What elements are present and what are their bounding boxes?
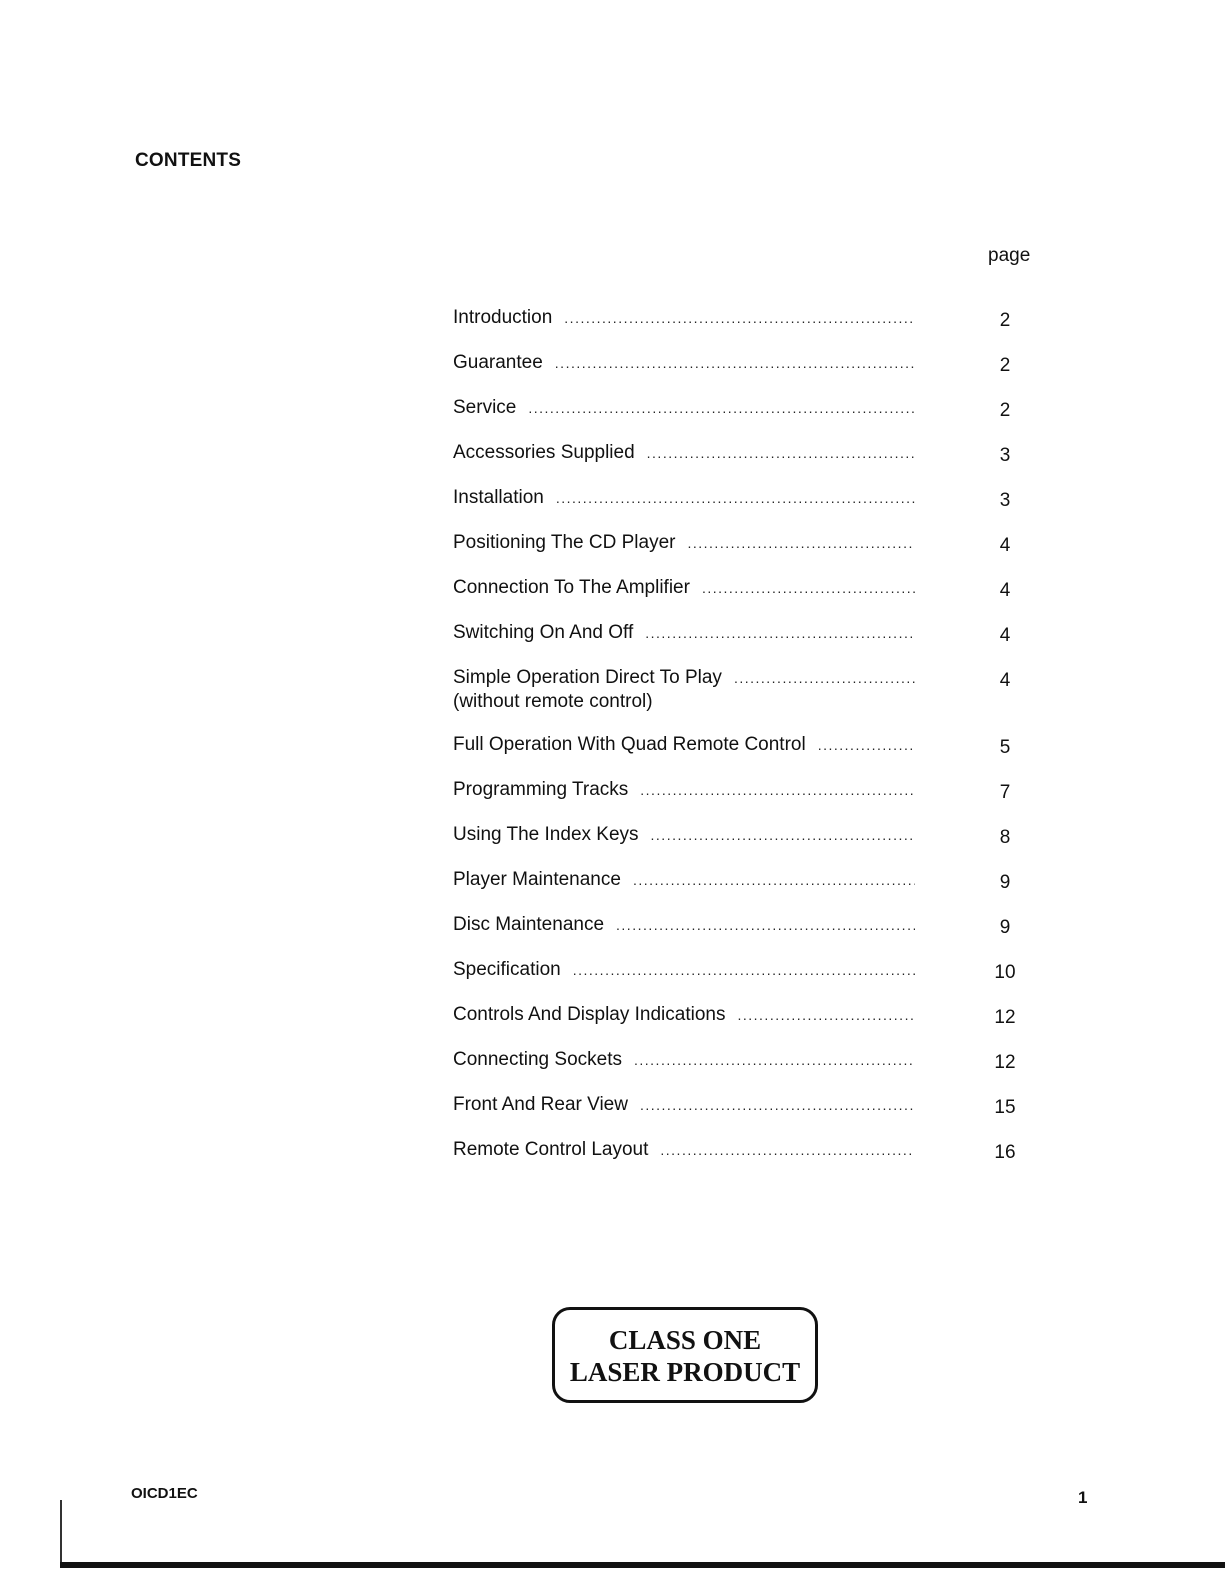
toc-entry — [453, 733, 1033, 778]
toc-entry — [453, 666, 1033, 733]
toc-entry — [453, 1093, 1033, 1138]
toc-entry-title: Disc Maintenance — [453, 914, 605, 935]
toc-entry-page: 9 — [999, 872, 1011, 893]
toc-entry-line — [453, 733, 915, 757]
toc-leader-dots — [737, 1003, 915, 1027]
page-number: 1 — [1078, 1488, 1088, 1507]
document-code: OICD1EC — [131, 1485, 198, 1502]
toc-entry — [453, 1138, 1033, 1183]
table-of-contents — [453, 306, 1033, 1183]
toc-leader-dots — [573, 958, 915, 982]
toc-leader-dots — [634, 1048, 915, 1072]
page-column-label: page — [988, 245, 1031, 266]
toc-leader-dots — [687, 531, 915, 555]
toc-entry-title: Simple Operation Direct To Play — [453, 667, 722, 688]
toc-entry-title: Switching On And Off — [453, 622, 634, 643]
toc-entry-title: Guarantee — [453, 352, 543, 373]
toc-entry-title: Full Operation With Quad Remote Control — [453, 734, 806, 755]
toc-entry — [453, 778, 1033, 823]
laser-label-line1: CLASS ONE — [608, 1325, 762, 1355]
toc-entry-page: 7 — [999, 782, 1011, 803]
toc-entry-line — [453, 666, 915, 690]
toc-entry-page: 2 — [999, 355, 1011, 376]
toc-entry — [453, 958, 1033, 1003]
toc-entry-title: Using The Index Keys — [453, 824, 639, 845]
toc-entry — [453, 868, 1033, 913]
toc-entry-title: Specification — [453, 959, 561, 980]
toc-entry-line — [453, 1138, 915, 1162]
toc-entry-page: 16 — [994, 1142, 1016, 1163]
toc-entry-line — [453, 441, 915, 465]
toc-entry — [453, 1003, 1033, 1048]
toc-leader-dots — [633, 868, 915, 892]
toc-entry-title: Programming Tracks — [453, 779, 629, 800]
toc-entry-subtitle: (without remote control) — [453, 691, 653, 712]
toc-leader-dots — [818, 733, 915, 757]
toc-entry — [453, 576, 1033, 621]
toc-entry-page: 4 — [999, 580, 1011, 601]
toc-entry-page: 4 — [999, 535, 1011, 556]
toc-leader-dots — [702, 576, 915, 600]
toc-entry-line — [453, 1048, 915, 1072]
toc-entry-page: 12 — [994, 1052, 1016, 1073]
toc-entry-page: 4 — [999, 670, 1011, 691]
toc-leader-dots — [616, 913, 915, 937]
toc-entry — [453, 396, 1033, 441]
laser-product-label — [552, 1307, 818, 1403]
toc-entry-page: 4 — [999, 625, 1011, 646]
toc-entry-page: 2 — [999, 400, 1011, 421]
toc-entry-page: 12 — [994, 1007, 1016, 1028]
toc-entry-title: Introduction — [453, 307, 553, 328]
toc-entry-page: 15 — [994, 1097, 1016, 1118]
toc-entry — [453, 486, 1033, 531]
toc-leader-dots — [528, 396, 915, 420]
toc-entry — [453, 306, 1033, 351]
toc-entry-title: Player Maintenance — [453, 869, 621, 890]
laser-label-line2: LASER PRODUCT — [569, 1357, 801, 1387]
toc-leader-dots — [640, 778, 915, 802]
toc-leader-dots — [555, 351, 915, 375]
toc-entry — [453, 913, 1033, 958]
toc-leader-dots — [660, 1138, 915, 1162]
toc-entry — [453, 621, 1033, 666]
toc-entry-page: 10 — [994, 962, 1016, 983]
toc-entry-line — [453, 823, 915, 847]
toc-entry-line — [453, 306, 915, 330]
toc-entry-page: 5 — [999, 737, 1011, 758]
toc-entry-line — [453, 621, 915, 645]
toc-entry-title: Positioning The CD Player — [453, 532, 676, 553]
contents-heading: CONTENTS — [135, 150, 242, 171]
toc-entry-line — [453, 486, 915, 510]
toc-entry — [453, 1048, 1033, 1093]
toc-entry — [453, 351, 1033, 396]
toc-leader-dots — [647, 441, 915, 465]
toc-entry-title: Connecting Sockets — [453, 1049, 622, 1070]
toc-entry-line — [453, 913, 915, 937]
toc-entry-line — [453, 351, 915, 375]
toc-leader-dots — [556, 486, 915, 510]
toc-entry-page: 9 — [999, 917, 1011, 938]
toc-leader-dots — [651, 823, 915, 847]
toc-entry-title: Remote Control Layout — [453, 1139, 649, 1160]
toc-entry-title: Accessories Supplied — [453, 442, 635, 463]
toc-entry-page: 3 — [999, 490, 1011, 511]
toc-entry — [453, 823, 1033, 868]
toc-leader-dots — [640, 1093, 915, 1117]
toc-entry-title: Controls And Display Indications — [453, 1004, 726, 1025]
scan-margin-line — [60, 1500, 62, 1562]
toc-entry-line — [453, 1093, 915, 1117]
toc-entry-title: Service — [453, 397, 517, 418]
toc-entry-title: Installation — [453, 487, 544, 508]
toc-entry-title: Front And Rear View — [453, 1094, 628, 1115]
toc-leader-dots — [734, 666, 915, 690]
scan-edge-bar — [60, 1562, 1225, 1568]
toc-entry-line — [453, 1003, 915, 1027]
toc-entry-title: Connection To The Amplifier — [453, 577, 690, 598]
toc-entry-line — [453, 531, 915, 555]
toc-entry-line — [453, 868, 915, 892]
toc-entry-line — [453, 576, 915, 600]
toc-entry-line — [453, 958, 915, 982]
toc-entry-page: 3 — [999, 445, 1011, 466]
toc-entry-line — [453, 778, 915, 802]
toc-entry — [453, 531, 1033, 576]
toc-entry — [453, 441, 1033, 486]
toc-leader-dots — [645, 621, 915, 645]
toc-entry-page: 2 — [999, 310, 1011, 331]
toc-entry-page: 8 — [999, 827, 1011, 848]
toc-entry-line — [453, 396, 915, 420]
toc-leader-dots — [564, 306, 915, 330]
